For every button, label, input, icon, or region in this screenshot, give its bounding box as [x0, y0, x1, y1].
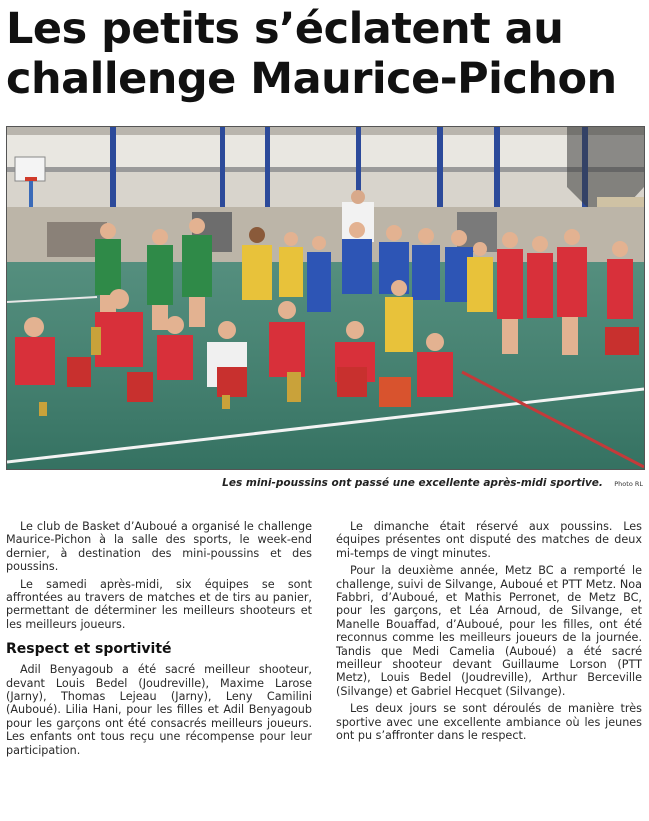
photo-credit: Photo RL [614, 480, 643, 488]
paragraph: Les deux jours se sont déroulés de manière très sportive avec une excellente ambiance où les jeunes ont pu s’affronter dans le respect. [336, 702, 642, 743]
paragraph: Le club de Basket d’Auboué a organisé le challenge Maurice-Pichon à la salle des sports, le week-end dernier, à destination des mini-poussins et des poussins. [6, 520, 312, 574]
photo-caption: Les mini-poussins ont passé une excellente après-midi sportive. [222, 477, 603, 489]
article-photo [6, 126, 645, 470]
paragraph: Le samedi après-midi, six équipes se sont affrontées au travers de matches et de tirs au panier, permettant de déterminer les meilleurs shooteurs et les meilleurs joueurs. [6, 577, 312, 631]
paragraph: Pour la deuxième année, Metz BC a remporté le challenge, suivi de Silvange, Auboué et PTT Metz. Noa Fabbri, d’Auboué, et Mathis Perronet, de Metz BC, pour les garçons, et Léa Arnoud, de Silvange, et Manelle Bouaffad, d’Auboué, pour les filles, ont été reconnus comme les meilleurs joueurs de la journée. Tandis que Medi Camelia (Auboué) a été sacré meilleur shooteur devant Guillaume Lorson (PTT Metz), Louis Bedel (Joudreville), Arthur Berceville (Silvange) et Gabriel Hecquet (Silvange). [336, 564, 642, 698]
subheading: Respect et sportivité [6, 641, 172, 658]
gym-team-photo [7, 127, 644, 469]
left-column [6, 520, 312, 761]
photo-caption-row [6, 477, 643, 489]
paragraph: Le dimanche était réservé aux poussins. Les équipes présentes ont disputé des matches de deux mi-temps de vingt minutes. [336, 520, 642, 560]
headline: Les petits s’éclatent au challenge Maurice-Pichon [6, 4, 617, 104]
paragraph: Adil Benyagoub a été sacré meilleur shooteur, devant Louis Bedel (Joudreville), Maxime Larose (Jarny), Thomas Lejeau (Jarny), Leny Camilini (Auboué). Lilia Hani, pour les filles et Adil Benyagoub pour les garçons ont été consacrés meilleurs joueurs. Les enfants ont tous reçu une récompense pour leur participation. [6, 663, 312, 757]
right-column [336, 520, 642, 747]
